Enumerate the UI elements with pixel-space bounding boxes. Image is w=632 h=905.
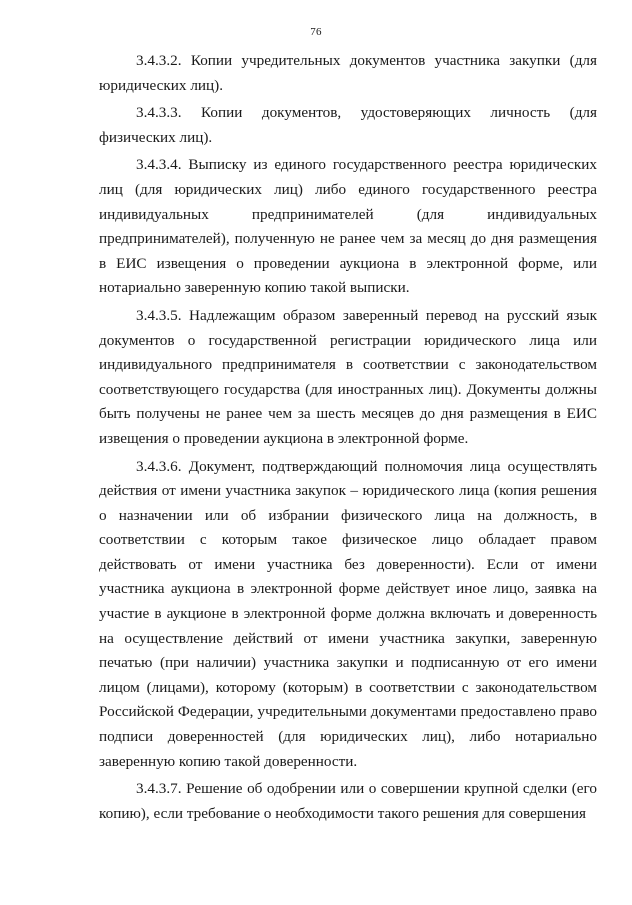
document-body	[99, 49, 597, 826]
paragraph-3-4-3-6: 3.4.3.6. Документ, подтверждающий полномочия лица осуществлять действия от имени участника закупок – юридического лица (копия решения о назначении или об избрании физического лица на должность, в соответствии с которым такое физическое лицо обладает правом действовать от имени участника без доверенности). Если от имени участника аукциона в электронной форме действует иное лицо, заявка на участие в аукционе в электронной форме должна включать и доверенность на осуществление действий от имени участника закупки, заверенную печатью (при наличии) участника закупки и подписанную от его имени лицом (лицами), которому (которым) в соответствии с законодательством Российской Федерации, учредительными документами предоставлено право подписи доверенностей (для юридических лиц), либо нотариально заверенную копию такой доверенности.	[99, 457, 597, 770]
page-number: 76	[310, 26, 322, 38]
paragraph-3-4-3-3: 3.4.3.3. Копии документов, удостоверяющих личность (для физических лиц).	[99, 104, 597, 146]
paragraph-3-4-3-2: 3.4.3.2. Копии учредительных документов участника закупки (для юридических лиц).	[99, 52, 597, 94]
paragraph-3-4-3-4: 3.4.3.4. Выписку из единого государственного реестра юридических лиц (для юридических лиц) либо единого государственного реестра индивидуальных предпринимателей (для индивидуальных предпринимателей), полученную не ранее чем за месяц до дня размещения в ЕИС извещения о проведении аукциона в электронной форме, или нотариально заверенную копию такой выписки.	[99, 156, 597, 297]
paragraph-3-4-3-5: 3.4.3.5. Надлежащим образом заверенный перевод на русский язык документов о государственной регистрации юридического лица или индивидуального предпринимателя в соответствии с законодательством соответствующего государства (для иностранных лиц). Документы должны быть получены не ранее чем за шесть месяцев до дня размещения в ЕИС извещения о проведении аукциона в электронной форме.	[99, 306, 597, 447]
paragraph-3-4-3-7: 3.4.3.7. Решение об одобрении или о совершении крупной сделки (его копию), если требование о необходимости такого решения для совершения	[99, 780, 597, 822]
